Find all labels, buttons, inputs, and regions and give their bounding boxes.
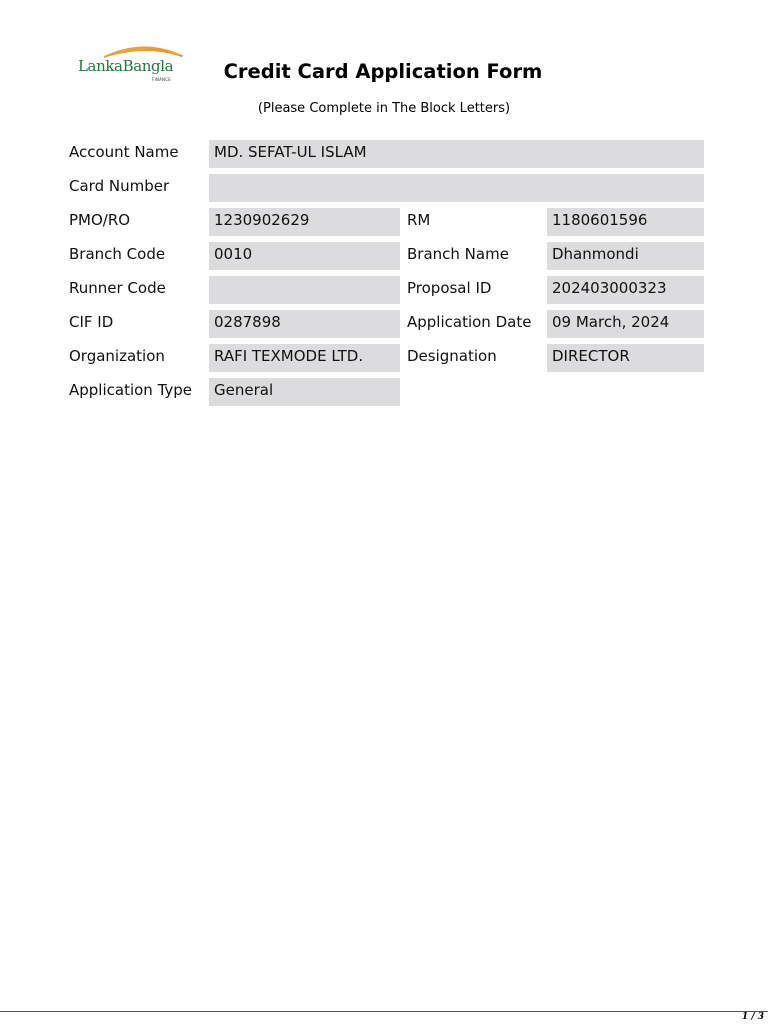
application-date-field[interactable]: 09 March, 2024 — [547, 310, 704, 338]
page-subtitle: (Please Complete in The Block Letters) — [257, 101, 511, 116]
proposal-id-field[interactable]: 202403000323 — [547, 276, 704, 304]
pmo-ro-label: PMO/RO — [69, 211, 131, 229]
application-type-label: Application Type — [69, 381, 193, 399]
account-name-field[interactable]: MD. SEFAT-UL ISLAM — [209, 140, 704, 168]
branch-name-label: Branch Name — [407, 245, 509, 263]
designation-label: Designation — [407, 347, 497, 365]
cif-id-label: CIF ID — [69, 313, 114, 331]
page-title — [0, 60, 768, 83]
card-number-label: Card Number — [69, 177, 170, 195]
branch-code-field[interactable]: 0010 — [209, 242, 400, 270]
pmo-ro-field[interactable]: 1230902629 — [209, 208, 400, 236]
logo-trademark: ™ — [179, 55, 184, 61]
rm-field[interactable]: 1180601596 — [547, 208, 704, 236]
logo-brand-text: LankaBangla — [78, 57, 174, 75]
cif-id-field[interactable]: 0287898 — [209, 310, 400, 338]
runner-code-label: Runner Code — [69, 279, 166, 297]
organization-label: Organization — [69, 347, 165, 365]
account-name-label: Account Name — [69, 143, 179, 161]
application-date-label: Application Date — [407, 313, 532, 331]
branch-name-field[interactable]: Dhanmondi — [547, 242, 704, 270]
footer-divider — [0, 1011, 768, 1012]
organization-field[interactable]: RAFI TEXMODE LTD. — [209, 344, 400, 372]
page-indicator: 1 / 3 — [741, 1012, 764, 1022]
designation-field[interactable]: DIRECTOR — [547, 344, 704, 372]
page-title-text: Credit Card Application Form — [223, 60, 543, 83]
branch-code-label: Branch Code — [69, 245, 166, 263]
application-type-field[interactable]: General — [209, 378, 400, 406]
runner-code-field[interactable] — [209, 276, 400, 304]
rm-label: RM — [407, 211, 431, 229]
logo-subtext: FINANCE — [152, 77, 171, 82]
proposal-id-label: Proposal ID — [407, 279, 492, 297]
card-number-field[interactable] — [209, 174, 704, 202]
